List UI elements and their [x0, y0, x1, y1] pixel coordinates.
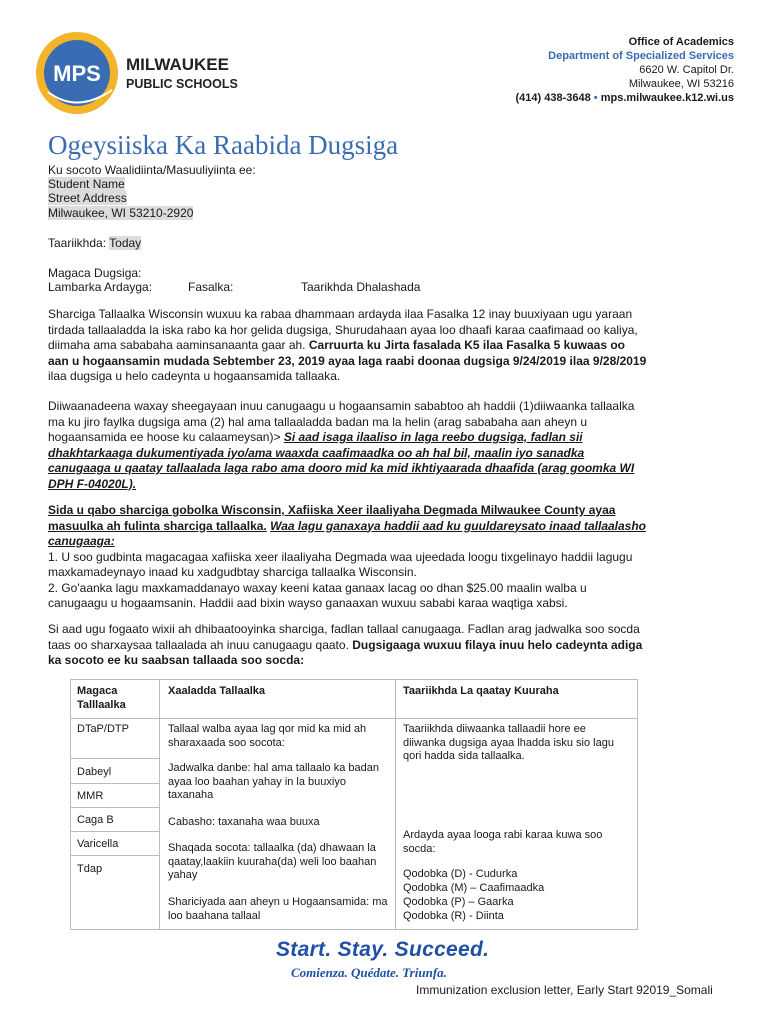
mps-logo [34, 30, 264, 116]
p1-text: Sharciga Tallaalka Wisconsin wuxuu ka rabaa dhammaan ardayda ilaa Fasalka 12 inay buuxiyaan ugu yaraan tirdada tallaaladda la iska rabo ka hor gelida dugsiga, Shurudahaan ayaa loo dhaafi karaa caafimaad oo kaliya, diimaha ama sababaha aaminsanaanta gaar ah. [48, 307, 638, 352]
website: mps.milwaukee.k12.wi.us [600, 92, 734, 104]
status-item: Jadwalka danbe: hal ama tallaalo ka badan ayaa loo baahan yahay in la buuxiyo taxanaha [168, 762, 379, 801]
department-name: Department of Specialized Services [548, 50, 734, 62]
date-label: Taariikhda: [48, 236, 107, 250]
header-vaccine: Magaca Talllaalka [77, 685, 126, 711]
vaccine-divider [71, 855, 159, 856]
vaccine-row: Varicella [77, 838, 119, 850]
vaccine-divider [71, 758, 159, 759]
date-value: Today [109, 236, 142, 250]
recipient-intro: Ku socoto Waalidiinta/Masuuliyiinta ee: [48, 163, 256, 177]
school-label: Magaca Dugsiga: [48, 266, 142, 280]
paragraph-instructions [48, 622, 648, 669]
code-item: Qodobka (R) - Diinta [403, 910, 504, 922]
dob-label: Taarikhda Dhalashada [301, 280, 421, 294]
office-name: Office of Academics [628, 36, 734, 48]
vaccine-divider [71, 783, 159, 784]
vaccine-row: Tdap [77, 863, 103, 875]
logo-name-line2: PUBLIC SCHOOLS [126, 77, 238, 91]
logo-mps-text: MPS [53, 61, 101, 86]
p3-item-1: 1. U soo gudbinta magacagaa xafiiska xeer ilaaliyaha Degmada waa ujeedada loogu tixgelinayo haddii lagugu maxkamadeynayo inaad ku xadgudbtay sharciga tallaalka Wisconsin. [48, 549, 633, 579]
address-contact [515, 91, 734, 105]
code-item: Qodobka (M) – Caafimaadka [403, 882, 545, 894]
paragraph-enforcement [48, 503, 648, 612]
student-number-label: Lambarka Ardayga: [48, 280, 153, 294]
bullet-separator: • [593, 92, 598, 104]
slogan: Start. Stay. Succeed. [276, 938, 490, 961]
p3-bold: Sida u qabo sharciga gobolka Wisconsin, Xafiiska Xeer ilaaliyaha Degmada Milwaukee County ayaa masuulka ah fulinta sharciga tallaalka. [48, 503, 616, 533]
code-item: Qodobka (P) – Gaarka [403, 896, 514, 908]
p4-text: Si aad ugu fogaato wixii ah dhibaatooyinka sharciga, fadlan tallaal canugaaga. Fadlan arag jadwalka soo socda taas oo sharxaysaa tallaalada ah inuu canugaagu qaato. [48, 622, 640, 652]
phone-number: (414) 438-3648 [515, 92, 591, 104]
recipient-city: Milwaukee, WI 53210-2920 [48, 206, 194, 220]
street-address: Street Address [48, 191, 127, 205]
paragraph-records [48, 399, 648, 492]
vaccine-divider [71, 831, 159, 832]
immunization-table [70, 679, 638, 930]
p1-tail: ilaa dugsiga u helo cadeynta u hogaansamida tallaaka. [48, 369, 341, 383]
table-divider [71, 718, 637, 719]
document-title: Ogeysiiska Ka Raabida Dugsiga [48, 130, 399, 160]
code-item: Qodobka (D) - Cudurka [403, 868, 518, 880]
student-name: Student Name [48, 177, 125, 191]
logo-name-line1: MILWAUKEE [126, 55, 229, 74]
vaccine-row: DTaP/DTP [77, 723, 129, 735]
status-item: Shariciyada aan aheyn u Hogaansamida: ma loo baahana tallaal [168, 896, 388, 922]
p1-bold: Carruurta ku Jirta fasalada K5 ilaa Fasalka 5 kuwaas oo aan u hogaansamin mudada Sebtember 23, 2019 ayaa laga raabi doonaa dugsiga 9/24/2019 ilaa 9/28/2019 [48, 338, 647, 368]
vaccine-row: Dabeyl [77, 766, 112, 778]
vaccine-row: MMR [77, 790, 104, 802]
p3-item-2: 2. Go'aanka lagu maxkamaddanayo waxay keeni kataa ganaax lacag oo dhan $25.00 maalin walba u canugaagu u hogaamsanin. Haddii aad bixin wayso ganaaxan wuxuu sababi karaa waqtiga xabsi. [48, 580, 587, 610]
paragraph-law [48, 307, 648, 385]
status-item: Cabasho: taxanaha waa buuxa [168, 816, 320, 828]
date-line [48, 236, 141, 250]
p4-bold: Dugsigaaga wuxuu filaya inuu helo cadeynta adiga ka socoto ee ku saabsan tallaada soo socda: [48, 637, 643, 667]
grade-intro: Ardayda ayaa looga rabi karaa kuwa soo socda: [403, 829, 603, 855]
header-date: Taariikhda La qaatay Kuuraha [403, 685, 559, 697]
vaccine-row: Caga B [77, 814, 114, 826]
p3-bold-italic: Waa lagu ganaxaya haddii aad ku guuldareysato inaad tallaalasho canugaaga: [48, 518, 647, 548]
date-note: Taariikhda diiwaanka tallaadii hore ee diiwanka dugsiga ayaa lhadda isku sio lagu qori hadda sida tallaalka. [403, 723, 614, 762]
p2-text: Diiwaanadeena waxay sheegayaan inuu canugaagu u hogaansamin sababtoo ah haddii (1)diiwaanka tallaalka ma ku jiro faylka dugsiga ama (2) hal ama tallaaladda badan ma la helin (arag sababaha aan aheyn u hogaansamida ee hoose ku calaameysan)> [48, 399, 635, 444]
header-status: Xaaladda Tallaalka [168, 685, 266, 697]
address-city: Milwaukee, WI 53216 [628, 78, 734, 90]
vaccine-divider [71, 807, 159, 808]
p2-emphasis: Si aad isaga ilaaliso in laga reebo dugsiga, fadlan sii dhakhtarkaaga dukumentiyada iyo/ama waaxda caafimaadka oo ah hal bil, maalin iyo sanadka canugaaga u qaatay tallaalada laga rabo ama dooro mid ka mid ikhtiyaarada dhaafida (arag goomka WI DPH F-04020L). [48, 430, 635, 491]
status-intro: Tallaal walba ayaa lag qor mid ka mid ah sharaxaada soo socota: [168, 723, 367, 749]
address-street: 6620 W. Capitol Dr. [639, 64, 734, 76]
footer-note: Immunization exclusion letter, Early Start 92019_Somali [416, 983, 713, 997]
grade-label: Fasalka: [188, 280, 234, 294]
status-item: Shaqada socota: tallaalka (da) dhawaan la qaatay,laakiin kuuraha(da) weli loo baahan yahay [168, 842, 377, 881]
slogan-spanish: Comienza. Quédate. Triunfa. [291, 965, 447, 980]
